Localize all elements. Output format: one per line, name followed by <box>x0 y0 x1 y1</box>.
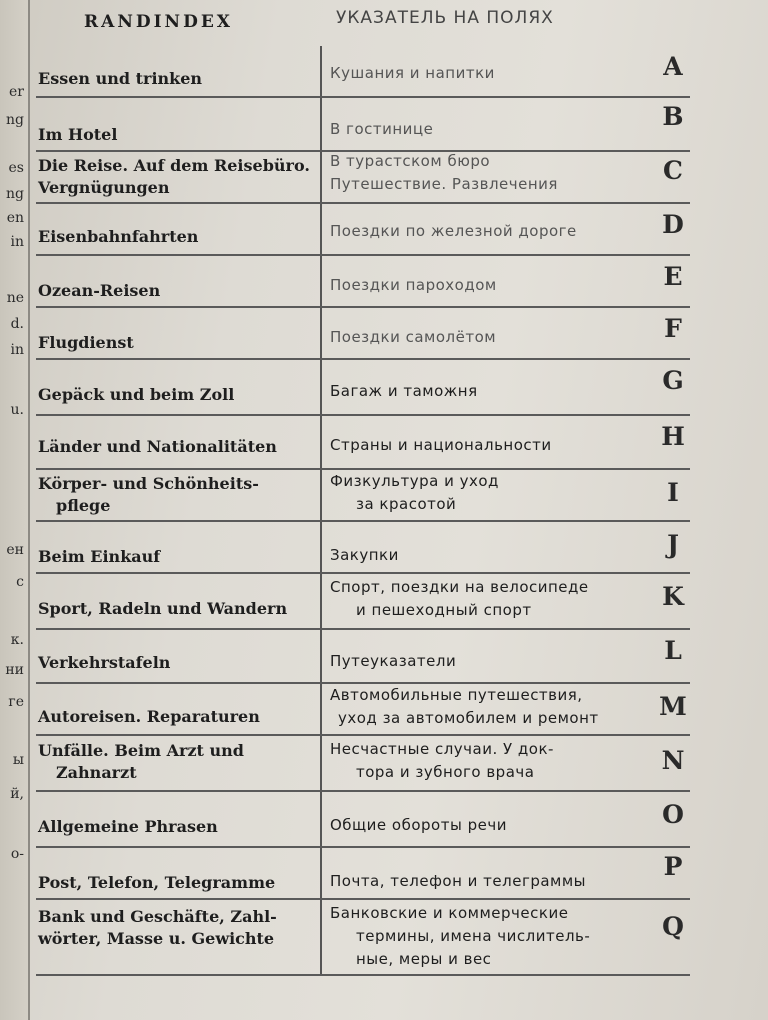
margin-fragment: с <box>16 574 24 590</box>
margin-fragment: u. <box>10 402 24 418</box>
margin-fragment: о- <box>10 846 24 862</box>
german-entry: Verkehrstafeln <box>38 653 171 672</box>
index-row-c <box>36 152 726 204</box>
margin-fragment: es <box>8 160 24 176</box>
section-letter: E <box>663 262 683 291</box>
section-letter: L <box>664 636 682 665</box>
margin-fragment: й, <box>10 786 24 802</box>
russian-entry: Физкультура и уход за красотой <box>330 472 499 513</box>
section-letter: B <box>662 102 684 131</box>
index-row-m <box>36 684 726 736</box>
section-letter: A <box>663 52 683 81</box>
index-row-g <box>36 360 726 416</box>
russian-entry: Кушания и напитки <box>330 64 495 82</box>
section-letter: O <box>662 800 684 829</box>
german-entry: Essen und trinken <box>38 69 203 88</box>
russian-entry: Общие обороты речи <box>330 816 507 834</box>
german-entry: Eisenbahnfahrten <box>38 227 199 246</box>
section-letter: F <box>664 314 682 343</box>
section-letter: J <box>667 530 679 559</box>
margin-fragment: in <box>10 342 24 358</box>
russian-entry: Банковские и коммерческие термины, имена числитель- ные, меры и вес <box>330 904 591 968</box>
index-row-o <box>36 792 726 848</box>
index-table <box>36 46 690 976</box>
margin-fragment: en <box>6 210 24 226</box>
margin-fragment: ы <box>12 752 24 768</box>
russian-entry: Поездки по железной дороге <box>330 222 577 240</box>
russian-entry: Поездки пароходом <box>330 276 497 294</box>
russian-entry: Почта, телефон и телеграммы <box>330 872 587 890</box>
index-row-f <box>36 308 726 360</box>
margin-fragment: ни <box>5 662 24 678</box>
german-entry: Im Hotel <box>38 125 118 144</box>
russian-entry: Закупки <box>330 546 399 564</box>
header-title-german: RANDINDEX <box>84 12 233 32</box>
index-row-q <box>36 900 726 976</box>
header-title-russian: УКАЗАТЕЛЬ НА ПОЛЯХ <box>336 8 554 28</box>
margin-fragment: ге <box>8 694 24 710</box>
index-row-p <box>36 848 726 900</box>
russian-entry: Страны и национальности <box>330 436 552 454</box>
index-row-k <box>36 574 726 630</box>
section-letter: Q <box>662 912 684 941</box>
section-letter: K <box>662 582 684 611</box>
russian-entry: В турастском бюро Путешествие. Развлечения <box>330 152 558 193</box>
margin-fragment: ен <box>6 542 24 558</box>
section-letter: D <box>662 210 684 239</box>
page-header <box>36 6 726 42</box>
section-letter: P <box>663 852 683 881</box>
index-row-l <box>36 630 726 684</box>
row-divider <box>36 974 690 976</box>
german-entry: Ozean-Reisen <box>38 281 161 300</box>
index-row-j <box>36 522 726 574</box>
russian-entry: Несчастные случаи. У док- тора и зубного врача <box>330 740 554 781</box>
index-row-i <box>36 470 726 522</box>
russian-entry: В гостинице <box>330 120 434 138</box>
index-row-d <box>36 204 726 256</box>
section-letter: C <box>663 156 683 185</box>
german-entry: Die Reise. Auf dem Reisebüro. Vergnügungen <box>38 156 310 197</box>
russian-entry: Багаж и таможня <box>330 382 478 400</box>
margin-fragment: к. <box>10 632 24 648</box>
german-entry: Allgemeine Phrasen <box>38 817 218 836</box>
index-row-a <box>36 46 726 98</box>
index-row-b <box>36 98 726 152</box>
german-entry: Unfälle. Beim Arzt und Zahnarzt <box>38 741 244 782</box>
margin-fragment: ng <box>6 112 24 128</box>
index-row-n <box>36 736 726 792</box>
russian-entry: Спорт, поездки на велосипеде и пешеходный спорт <box>330 578 589 619</box>
margin-fragment: ng <box>6 186 24 202</box>
german-entry: Autoreisen. Reparaturen <box>38 707 260 726</box>
margin-fragment: in <box>10 234 24 250</box>
russian-entry: Автомобильные путешествия, уход за автомобилем и ремонт <box>330 686 599 727</box>
section-letter: G <box>662 366 684 395</box>
russian-entry: Путеуказатели <box>330 652 457 670</box>
german-entry: Beim Einkauf <box>38 547 161 566</box>
section-letter: M <box>659 692 687 721</box>
section-letter: I <box>667 478 679 507</box>
german-entry: Länder und Nationalitäten <box>38 437 277 456</box>
section-letter: H <box>661 422 685 451</box>
margin-fragment: ne <box>6 290 24 306</box>
margin-fragment: d. <box>10 316 24 332</box>
german-entry: Bank und Geschäfte, Zahl- wörter, Masse u. Gewichte <box>38 907 277 948</box>
margin-fragment: er <box>9 84 24 100</box>
german-entry: Gepäck und beim Zoll <box>38 385 235 404</box>
german-entry: Post, Telefon, Telegramme <box>38 873 276 892</box>
german-entry: Körper- und Schönheits- pflege <box>38 474 259 515</box>
russian-entry: Поездки самолётом <box>330 328 497 346</box>
index-row-e <box>36 256 726 308</box>
index-row-h <box>36 416 726 470</box>
german-entry: Flugdienst <box>38 333 134 352</box>
section-letter: N <box>661 746 685 775</box>
previous-page-edge <box>0 0 30 1020</box>
german-entry: Sport, Radeln und Wandern <box>38 599 288 618</box>
